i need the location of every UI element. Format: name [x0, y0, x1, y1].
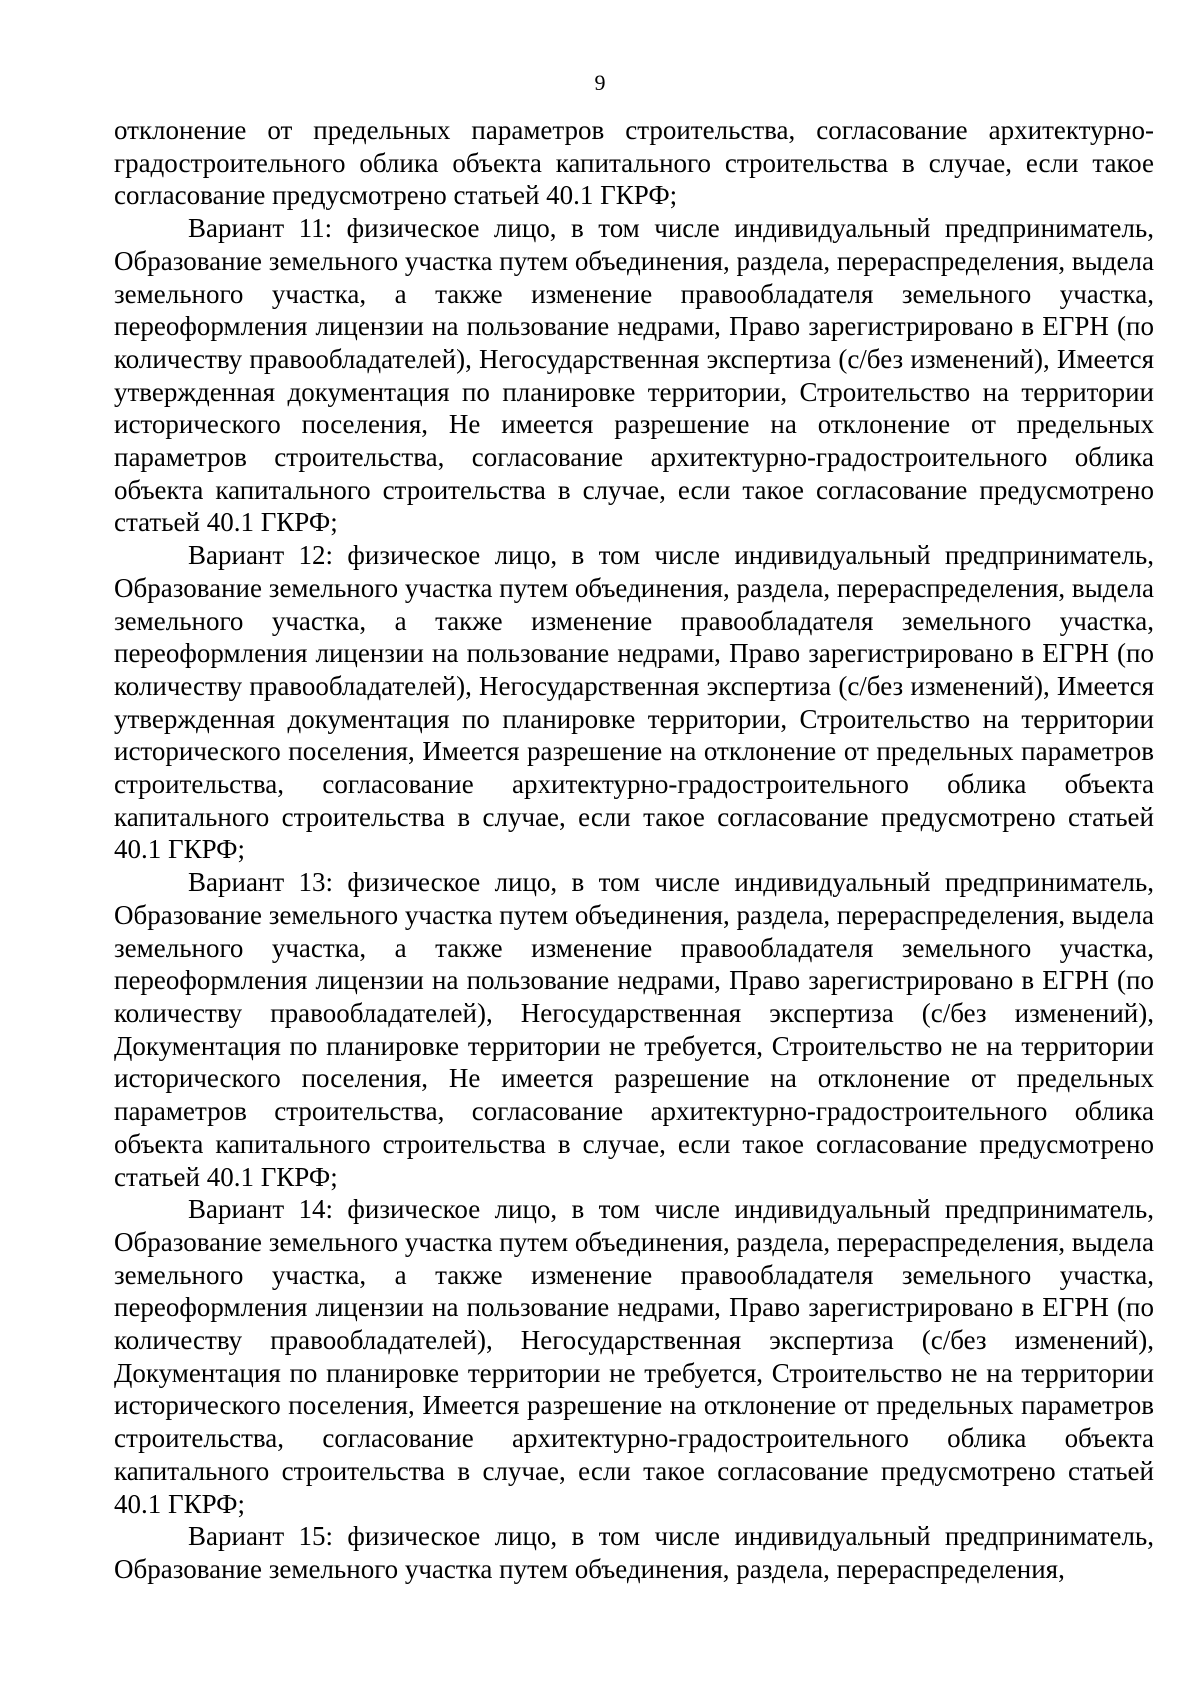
page-number: 9 [594, 70, 606, 95]
paragraph-variant-13: Вариант 13: физическое лицо, в том числе индивидуальный предприниматель, Образование земельного участка путем объединения, раздела, перераспределения, выдела земельного участка, а также изменение правообладателя земельного участка, переоформления лицензии на пользование недрами, Право зарегистрировано в ЕГРН (по количеству правообладателей), Негосударственная экспертиза (с/без изменений), Документация по планировке территории не требуется, Строительство не на территории исторического поселения, Не имеется разрешение на отклонение от предельных параметров строительства, согласование архитектурно-градостроительного облика объекта капитального строительства в случае, если такое согласование предусмотрено статьей 40.1 ГКРФ; [114, 867, 1154, 1192]
paragraph-variant-12: Вариант 12: физическое лицо, в том числе индивидуальный предприниматель, Образование земельного участка путем объединения, раздела, перераспределения, выдела земельного участка, а также изменение правообладателя земельного участка, переоформления лицензии на пользование недрами, Право зарегистрировано в ЕГРН (по количеству правообладателей), Негосударственная экспертиза (с/без изменений), Имеется утвержденная документация по планировке территории, Строительство на территории исторического поселения, Имеется разрешение на отклонение от предельных параметров строительства, согласование архитектурно-градостроительного облика объекта капитального строительства в случае, если такое согласование предусмотрено статьей 40.1 ГКРФ; [114, 540, 1154, 865]
paragraph-continuation: отклонение от предельных параметров строительства, согласование архитектурно-градостроительного облика объекта капитального строительства в случае, если такое согласование предусмотрено статьей 40.1 ГКРФ; [114, 115, 1154, 211]
document-body [114, 114, 1154, 1586]
paragraph-variant-14: Вариант 14: физическое лицо, в том числе индивидуальный предприниматель, Образование земельного участка путем объединения, раздела, перераспределения, выдела земельного участка, а также изменение правообладателя земельного участка, переоформления лицензии на пользование недрами, Право зарегистрировано в ЕГРН (по количеству правообладателей), Негосударственная экспертиза (с/без изменений), Документация по планировке территории не требуется, Строительство не на территории исторического поселения, Имеется разрешение на отклонение от предельных параметров строительства, согласование архитектурно-градостроительного облика объекта капитального строительства в случае, если такое согласование предусмотрено статьей 40.1 ГКРФ; [114, 1194, 1154, 1519]
paragraph-variant-11: Вариант 11: физическое лицо, в том числе индивидуальный предприниматель, Образование земельного участка путем объединения, раздела, перераспределения, выдела земельного участка, а также изменение правообладателя земельного участка, переоформления лицензии на пользование недрами, Право зарегистрировано в ЕГРН (по количеству правообладателей), Негосударственная экспертиза (с/без изменений), Имеется утвержденная документация по планировке территории, Строительство на территории исторического поселения, Не имеется разрешение на отклонение от предельных параметров строительства, согласование архитектурно-градостроительного облика объекта капитального строительства в случае, если такое согласование предусмотрено статьей 40.1 ГКРФ; [114, 213, 1154, 538]
paragraph-variant-15: Вариант 15: физическое лицо, в том числе индивидуальный предприниматель, Образование земельного участка путем объединения, раздела, перераспределения, [114, 1521, 1154, 1584]
